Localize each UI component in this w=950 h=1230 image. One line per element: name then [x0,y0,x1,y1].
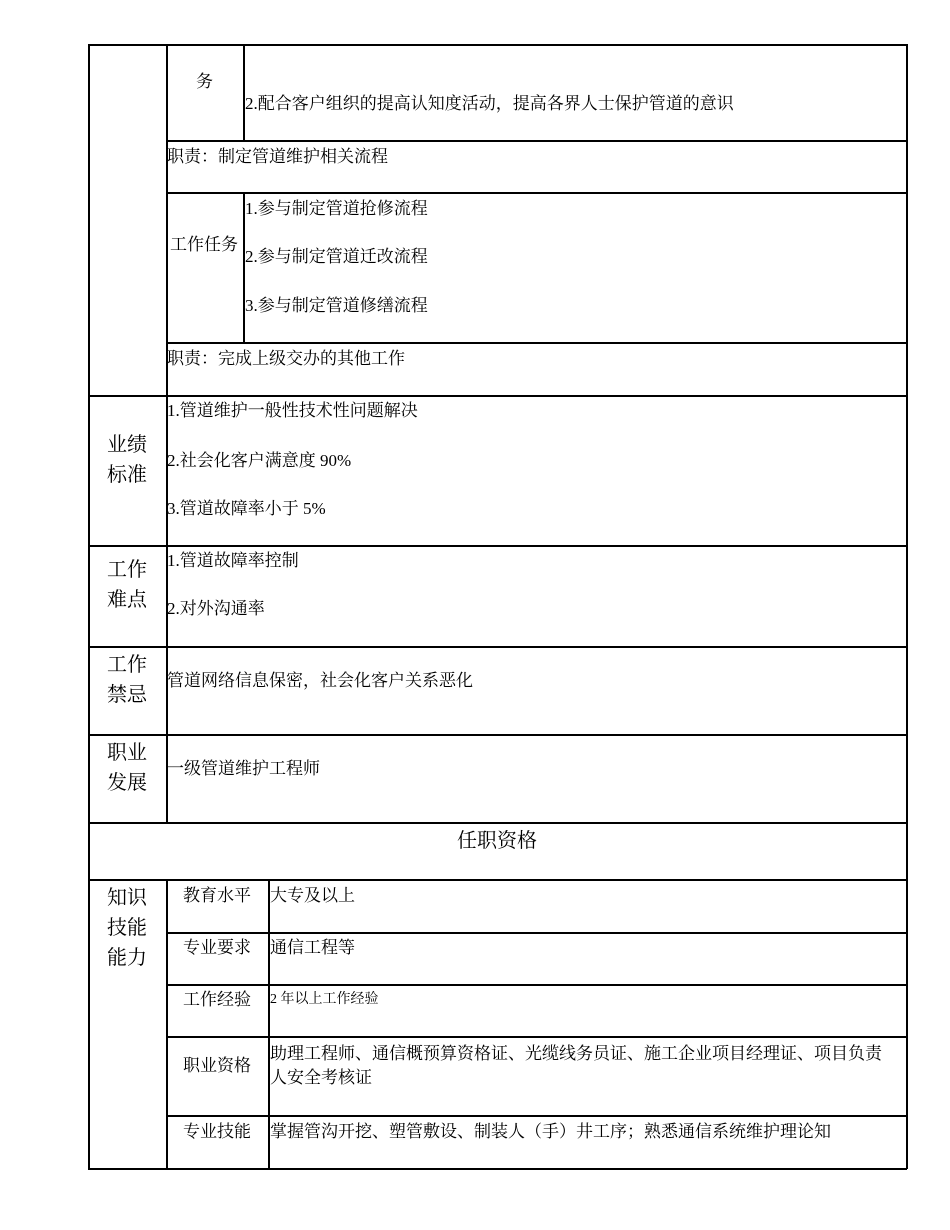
performance-label: 业绩标准 [107,434,147,486]
task-label: 工作任务 [170,235,238,254]
qual-label-experience: 工作经验 [183,990,251,1009]
section-divider [88,395,907,397]
task-label-tail: 务 [196,72,213,91]
difficulty-item-1: 1.管道故障率控制 [167,551,299,570]
qual-label-education: 教育水平 [183,886,251,905]
qual-row-divider [166,932,907,934]
process-task-3: 3.参与制定管道修缮流程 [245,296,428,315]
duty-process: 职责：制定管道维护相关流程 [167,147,388,166]
qual-value-skills: 掌握管沟开挖、塑管敷设、制装人（手）井工序；熟悉通信系统维护理论知 [270,1122,831,1141]
career-label: 职业发展 [107,742,147,794]
row-divider [166,192,907,194]
table-border-bottom [88,1168,907,1170]
knowledge-group-label: 知识技能能力 [107,887,147,969]
qual-label-major: 专业要求 [183,938,251,957]
career-text: 一级管道维护工程师 [167,759,320,778]
section-divider [88,879,907,881]
qual-value-experience: 2 年以上工作经验 [270,992,379,1007]
performance-item-1: 1.管道维护一般性技术性问题解决 [167,401,418,420]
section-divider [88,646,907,648]
table-border-right [906,44,908,1169]
difficulty-label: 工作难点 [107,559,147,611]
section-divider [88,545,907,547]
qualification-title: 任职资格 [457,830,537,852]
qual-value-certification: 助理工程师、通信概预算资格证、光缆线务员证、施工企业项目经理证、项目负责人安全考核证 [270,1044,882,1087]
row-divider [166,140,907,142]
section-divider [88,734,907,736]
qual-row-divider [166,984,907,986]
row-divider [166,342,907,344]
qual-label-certification: 职业资格 [183,1056,251,1075]
duty-other: 职责：完成上级交办的其他工作 [167,349,405,368]
qual-value-education: 大专及以上 [270,886,355,905]
process-task-1: 1.参与制定管道抢修流程 [245,199,428,218]
taboo-text: 管道网络信息保密，社会化客户关系恶化 [167,671,473,690]
qual-value-major: 通信工程等 [270,938,355,957]
qual-row-divider [166,1036,907,1038]
performance-item-3: 3.管道故障率小于 5% [167,499,326,518]
qual-label-skills: 专业技能 [183,1122,251,1141]
difficulty-item-2: 2.对外沟通率 [167,599,265,618]
qual-row-divider [166,1115,907,1117]
table-border-top [88,44,907,46]
performance-item-2: 2.社会化客户满意度 90% [167,451,352,470]
task-item-2: 2.配合客户组织的提高认知度活动，提高各界人士保护管道的意识 [245,94,734,113]
section-divider [88,822,907,824]
taboo-label: 工作禁忌 [107,654,147,706]
process-task-2: 2.参与制定管道迁改流程 [245,247,428,266]
